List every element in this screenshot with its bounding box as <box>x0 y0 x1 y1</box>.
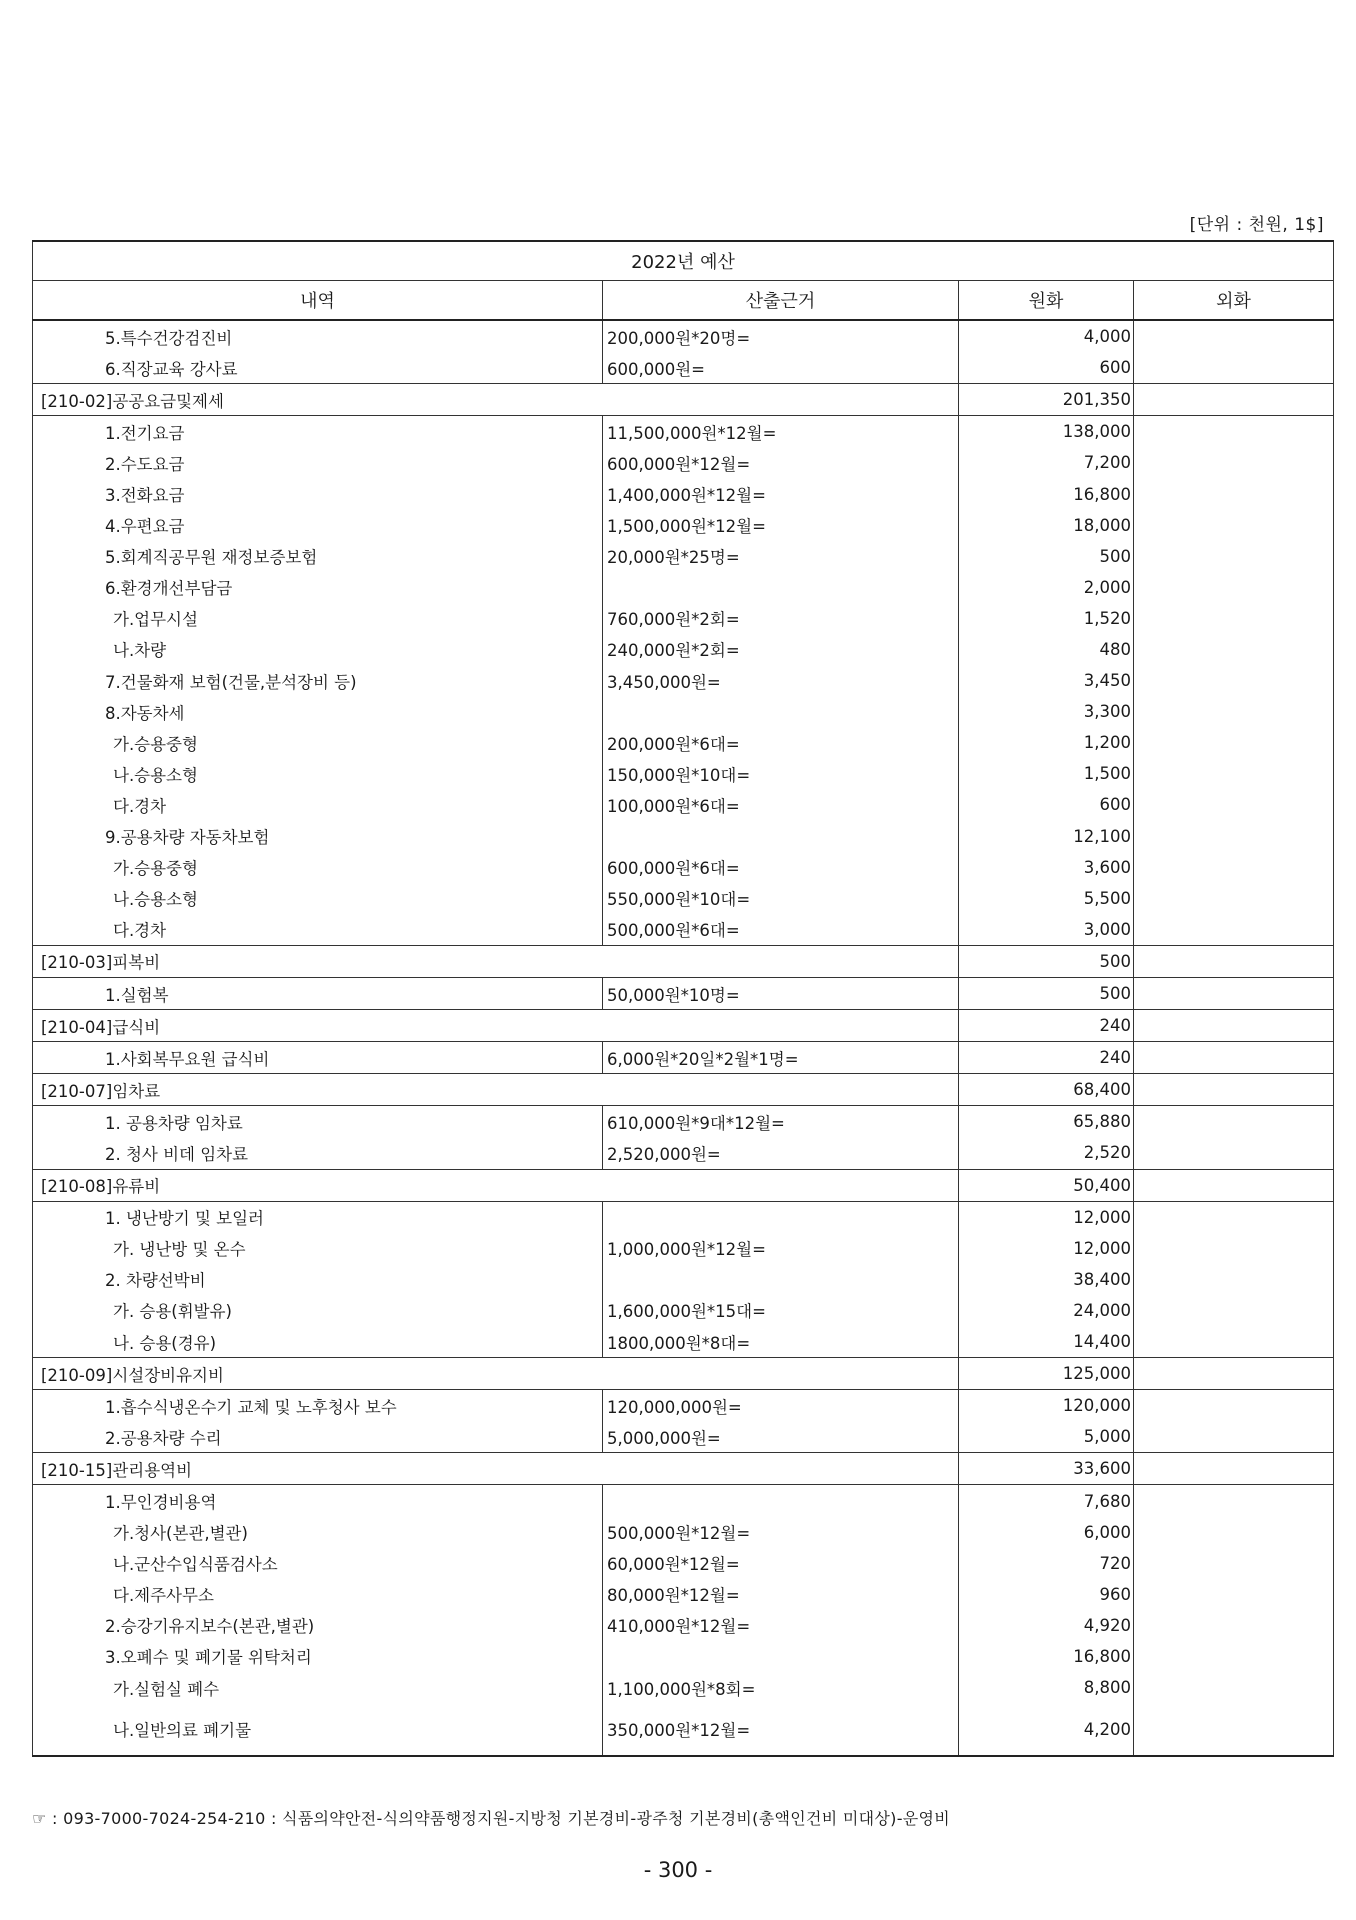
item-amount: 720 <box>959 1548 1134 1579</box>
item-row <box>33 727 1334 758</box>
item-basis: 600,000원*6대= <box>603 852 959 883</box>
item-basis: 150,000원*10대= <box>603 758 959 789</box>
item-row <box>33 883 1334 914</box>
item-name: 2.승강기유지보수(본관,별관) <box>33 1610 603 1641</box>
item-name: 가.승용중형 <box>33 852 603 883</box>
fx-cell <box>1134 1548 1334 1579</box>
item-basis <box>603 1485 959 1517</box>
item-amount: 3,300 <box>959 696 1134 727</box>
item-name: 나.일반의료 폐기물 <box>33 1703 603 1756</box>
fx-cell <box>1134 1672 1334 1703</box>
item-basis: 1,600,000원*15대= <box>603 1295 959 1326</box>
item-row <box>33 789 1334 820</box>
item-basis: 1,400,000원*12월= <box>603 478 959 509</box>
item-name: 1.흡수식냉온수기 교체 및 노후청사 보수 <box>33 1390 603 1422</box>
item-row <box>33 478 1334 509</box>
item-amount: 1,200 <box>959 727 1134 758</box>
item-name: 다.경차 <box>33 789 603 820</box>
item-name: 다.제주사무소 <box>33 1579 603 1610</box>
item-basis <box>603 1264 959 1295</box>
item-row <box>33 416 1334 448</box>
item-name: 2.공용차량 수리 <box>33 1421 603 1453</box>
fx-cell <box>1134 696 1334 727</box>
item-row <box>33 1042 1334 1074</box>
fx-cell <box>1134 384 1334 416</box>
fx-cell <box>1134 1453 1334 1485</box>
item-amount: 38,400 <box>959 1264 1134 1295</box>
category-name: [210-08]유류비 <box>33 1169 959 1201</box>
fx-cell <box>1134 634 1334 665</box>
item-row <box>33 1295 1334 1326</box>
header-fx: 외화 <box>1134 281 1334 321</box>
item-name: 6.환경개선부담금 <box>33 572 603 603</box>
fx-cell <box>1134 1295 1334 1326</box>
item-row <box>33 572 1334 603</box>
item-name: 3.오폐수 및 폐기물 위탁처리 <box>33 1641 603 1672</box>
fx-cell <box>1134 510 1334 541</box>
item-name: 나.차량 <box>33 634 603 665</box>
fx-cell <box>1134 945 1334 977</box>
category-name: [210-09]시설장비유지비 <box>33 1358 959 1390</box>
item-amount: 2,520 <box>959 1137 1134 1169</box>
item-name: 3.전화요금 <box>33 478 603 509</box>
item-basis: 1,000,000원*12월= <box>603 1233 959 1264</box>
item-basis: 5,000,000원= <box>603 1421 959 1453</box>
item-row <box>33 1672 1334 1703</box>
item-row <box>33 1517 1334 1548</box>
item-name: 가.실험실 폐수 <box>33 1672 603 1703</box>
fx-cell <box>1134 1610 1334 1641</box>
item-amount: 12,000 <box>959 1201 1134 1233</box>
item-name: 8.자동차세 <box>33 696 603 727</box>
item-row <box>33 696 1334 727</box>
header-basis: 산출근거 <box>603 281 959 321</box>
item-row <box>33 758 1334 789</box>
item-basis: 200,000원*6대= <box>603 727 959 758</box>
item-row <box>33 320 1334 352</box>
fx-cell <box>1134 1074 1334 1106</box>
item-amount: 4,000 <box>959 320 1134 352</box>
fx-cell <box>1134 352 1334 384</box>
category-name: [210-15]관리용역비 <box>33 1453 959 1485</box>
item-row <box>33 541 1334 572</box>
item-name: 1. 냉난방기 및 보일러 <box>33 1201 603 1233</box>
item-amount: 480 <box>959 634 1134 665</box>
item-name: 9.공용차량 자동차보험 <box>33 821 603 852</box>
fx-cell <box>1134 1358 1334 1390</box>
item-amount: 7,680 <box>959 1485 1134 1517</box>
item-amount: 3,600 <box>959 852 1134 883</box>
item-basis <box>603 572 959 603</box>
item-row <box>33 914 1334 946</box>
item-name: 6.직장교육 강사료 <box>33 352 603 384</box>
fx-cell <box>1134 1326 1334 1358</box>
item-basis: 610,000원*9대*12월= <box>603 1106 959 1138</box>
category-row <box>33 1169 1334 1201</box>
fx-cell <box>1134 852 1334 883</box>
item-name: 나.승용소형 <box>33 758 603 789</box>
item-row <box>33 977 1334 1009</box>
item-amount: 65,880 <box>959 1106 1134 1138</box>
budget-table-body <box>33 241 1334 1756</box>
item-amount: 16,800 <box>959 478 1134 509</box>
item-basis: 550,000원*10대= <box>603 883 959 914</box>
category-amount: 240 <box>959 1010 1134 1042</box>
item-basis: 6,000원*20일*2월*1명= <box>603 1042 959 1074</box>
item-name: 나.군산수입식품검사소 <box>33 1548 603 1579</box>
item-amount: 1,500 <box>959 758 1134 789</box>
item-basis <box>603 1201 959 1233</box>
item-basis <box>603 1641 959 1672</box>
fx-cell <box>1134 1201 1334 1233</box>
item-amount: 600 <box>959 352 1134 384</box>
item-basis: 500,000원*6대= <box>603 914 959 946</box>
header-krw: 원화 <box>959 281 1134 321</box>
item-amount: 500 <box>959 541 1134 572</box>
item-basis: 410,000원*12월= <box>603 1610 959 1641</box>
item-amount: 5,500 <box>959 883 1134 914</box>
item-name: 가.승용중형 <box>33 727 603 758</box>
category-row <box>33 1453 1334 1485</box>
item-basis: 600,000원= <box>603 352 959 384</box>
header-item: 내역 <box>33 281 603 321</box>
item-amount: 4,200 <box>959 1703 1134 1756</box>
item-amount: 120,000 <box>959 1390 1134 1422</box>
fx-cell <box>1134 977 1334 1009</box>
item-row <box>33 1485 1334 1517</box>
fx-cell <box>1134 1169 1334 1201</box>
fx-cell <box>1134 572 1334 603</box>
item-name: 1.사회복무요원 급식비 <box>33 1042 603 1074</box>
category-row <box>33 1010 1334 1042</box>
item-basis: 80,000원*12월= <box>603 1579 959 1610</box>
item-basis: 20,000원*25명= <box>603 541 959 572</box>
budget-table <box>32 240 1334 1757</box>
item-amount: 7,200 <box>959 447 1134 478</box>
header-year-row <box>33 241 1334 281</box>
header-columns-row <box>33 281 1334 321</box>
item-basis: 60,000원*12월= <box>603 1548 959 1579</box>
item-amount: 4,920 <box>959 1610 1134 1641</box>
category-row <box>33 1074 1334 1106</box>
category-amount: 201,350 <box>959 384 1134 416</box>
fx-cell <box>1134 789 1334 820</box>
item-basis: 350,000원*12월= <box>603 1703 959 1756</box>
item-amount: 500 <box>959 977 1134 1009</box>
item-name: 5.특수건강검진비 <box>33 320 603 352</box>
fx-cell <box>1134 1264 1334 1295</box>
item-amount: 12,100 <box>959 821 1134 852</box>
item-name: 가.업무시설 <box>33 603 603 634</box>
header-year: 2022년 예산 <box>33 241 1334 281</box>
item-basis: 1,100,000원*8회= <box>603 1672 959 1703</box>
item-basis: 760,000원*2회= <box>603 603 959 634</box>
fx-cell <box>1134 1703 1334 1756</box>
fx-cell <box>1134 1137 1334 1169</box>
fx-cell <box>1134 1010 1334 1042</box>
item-name: 2.수도요금 <box>33 447 603 478</box>
item-amount: 3,450 <box>959 665 1134 696</box>
fx-cell <box>1134 1421 1334 1453</box>
item-row <box>33 1201 1334 1233</box>
item-row <box>33 510 1334 541</box>
item-row <box>33 665 1334 696</box>
category-name: [210-07]임차료 <box>33 1074 959 1106</box>
fx-cell <box>1134 603 1334 634</box>
fx-cell <box>1134 821 1334 852</box>
item-row <box>33 1548 1334 1579</box>
item-amount: 3,000 <box>959 914 1134 946</box>
item-name: 가. 승용(휘발유) <box>33 1295 603 1326</box>
item-name: 다.경차 <box>33 914 603 946</box>
item-amount: 12,000 <box>959 1233 1134 1264</box>
item-basis: 200,000원*20명= <box>603 320 959 352</box>
item-name: 1.무인경비용역 <box>33 1485 603 1517</box>
item-row <box>33 1579 1334 1610</box>
account-code-footnote: ☞ : 093-7000-7024-254-210 : 식품의약안전-식의약품행정지원-지방청 기본경비-광주청 기본경비(총액인건비 미대상)-운영비 <box>32 1809 951 1828</box>
item-row <box>33 1233 1334 1264</box>
item-row <box>33 1421 1334 1453</box>
category-amount: 68,400 <box>959 1074 1134 1106</box>
item-basis: 240,000원*2회= <box>603 634 959 665</box>
item-amount: 16,800 <box>959 1641 1134 1672</box>
item-row <box>33 1264 1334 1295</box>
item-amount: 14,400 <box>959 1326 1134 1358</box>
item-name: 나.승용소형 <box>33 883 603 914</box>
fx-cell <box>1134 883 1334 914</box>
item-amount: 6,000 <box>959 1517 1134 1548</box>
item-amount: 5,000 <box>959 1421 1134 1453</box>
item-name: 1. 공용차량 임차료 <box>33 1106 603 1138</box>
item-name: 4.우편요금 <box>33 510 603 541</box>
item-name: 7.건물화재 보험(건물,분석장비 등) <box>33 665 603 696</box>
item-basis <box>603 696 959 727</box>
item-amount: 240 <box>959 1042 1134 1074</box>
item-basis: 50,000원*10명= <box>603 977 959 1009</box>
fx-cell <box>1134 478 1334 509</box>
item-basis: 3,450,000원= <box>603 665 959 696</box>
fx-cell <box>1134 416 1334 448</box>
category-row <box>33 1358 1334 1390</box>
item-amount: 24,000 <box>959 1295 1134 1326</box>
fx-cell <box>1134 1042 1334 1074</box>
item-name: 5.회계직공무원 재정보증보험 <box>33 541 603 572</box>
item-row <box>33 1703 1334 1756</box>
fx-cell <box>1134 541 1334 572</box>
item-row <box>33 1137 1334 1169</box>
item-row <box>33 603 1334 634</box>
item-name: 가.청사(본관,별관) <box>33 1517 603 1548</box>
page-number: - 300 - <box>643 1858 713 1882</box>
item-basis: 500,000원*12월= <box>603 1517 959 1548</box>
item-row <box>33 1106 1334 1138</box>
item-basis: 2,520,000원= <box>603 1137 959 1169</box>
category-amount: 125,000 <box>959 1358 1134 1390</box>
category-name: [210-02]공공요금및제세 <box>33 384 959 416</box>
item-name: 1.실험복 <box>33 977 603 1009</box>
item-row <box>33 1641 1334 1672</box>
item-amount: 2,000 <box>959 572 1134 603</box>
item-name: 가. 냉난방 및 온수 <box>33 1233 603 1264</box>
category-amount: 50,400 <box>959 1169 1134 1201</box>
item-row <box>33 352 1334 384</box>
category-name: [210-03]피복비 <box>33 945 959 977</box>
item-amount: 960 <box>959 1579 1134 1610</box>
item-basis: 600,000원*12월= <box>603 447 959 478</box>
item-basis: 1,500,000원*12월= <box>603 510 959 541</box>
fx-cell <box>1134 1485 1334 1517</box>
item-basis <box>603 821 959 852</box>
category-amount: 500 <box>959 945 1134 977</box>
item-basis: 120,000,000원= <box>603 1390 959 1422</box>
item-amount: 8,800 <box>959 1672 1134 1703</box>
item-amount: 600 <box>959 789 1134 820</box>
category-row <box>33 945 1334 977</box>
fx-cell <box>1134 727 1334 758</box>
item-name: 2. 청사 비데 임차료 <box>33 1137 603 1169</box>
fx-cell <box>1134 1641 1334 1672</box>
category-row <box>33 384 1334 416</box>
item-name: 1.전기요금 <box>33 416 603 448</box>
fx-cell <box>1134 447 1334 478</box>
item-row <box>33 852 1334 883</box>
item-name: 2. 차량선박비 <box>33 1264 603 1295</box>
item-row <box>33 1610 1334 1641</box>
category-name: [210-04]급식비 <box>33 1010 959 1042</box>
item-row <box>33 634 1334 665</box>
item-row <box>33 1326 1334 1358</box>
fx-cell <box>1134 914 1334 946</box>
item-row <box>33 447 1334 478</box>
item-amount: 18,000 <box>959 510 1134 541</box>
item-row <box>33 1390 1334 1422</box>
unit-label: [단위 : 천원, 1$] <box>1189 215 1324 235</box>
item-amount: 138,000 <box>959 416 1134 448</box>
item-row <box>33 821 1334 852</box>
item-name: 나. 승용(경유) <box>33 1326 603 1358</box>
fx-cell <box>1134 1233 1334 1264</box>
item-basis: 1800,000원*8대= <box>603 1326 959 1358</box>
item-amount: 1,520 <box>959 603 1134 634</box>
fx-cell <box>1134 758 1334 789</box>
fx-cell <box>1134 1390 1334 1422</box>
fx-cell <box>1134 665 1334 696</box>
category-amount: 33,600 <box>959 1453 1134 1485</box>
item-basis: 100,000원*6대= <box>603 789 959 820</box>
fx-cell <box>1134 320 1334 352</box>
fx-cell <box>1134 1517 1334 1548</box>
item-basis: 11,500,000원*12월= <box>603 416 959 448</box>
fx-cell <box>1134 1579 1334 1610</box>
fx-cell <box>1134 1106 1334 1138</box>
